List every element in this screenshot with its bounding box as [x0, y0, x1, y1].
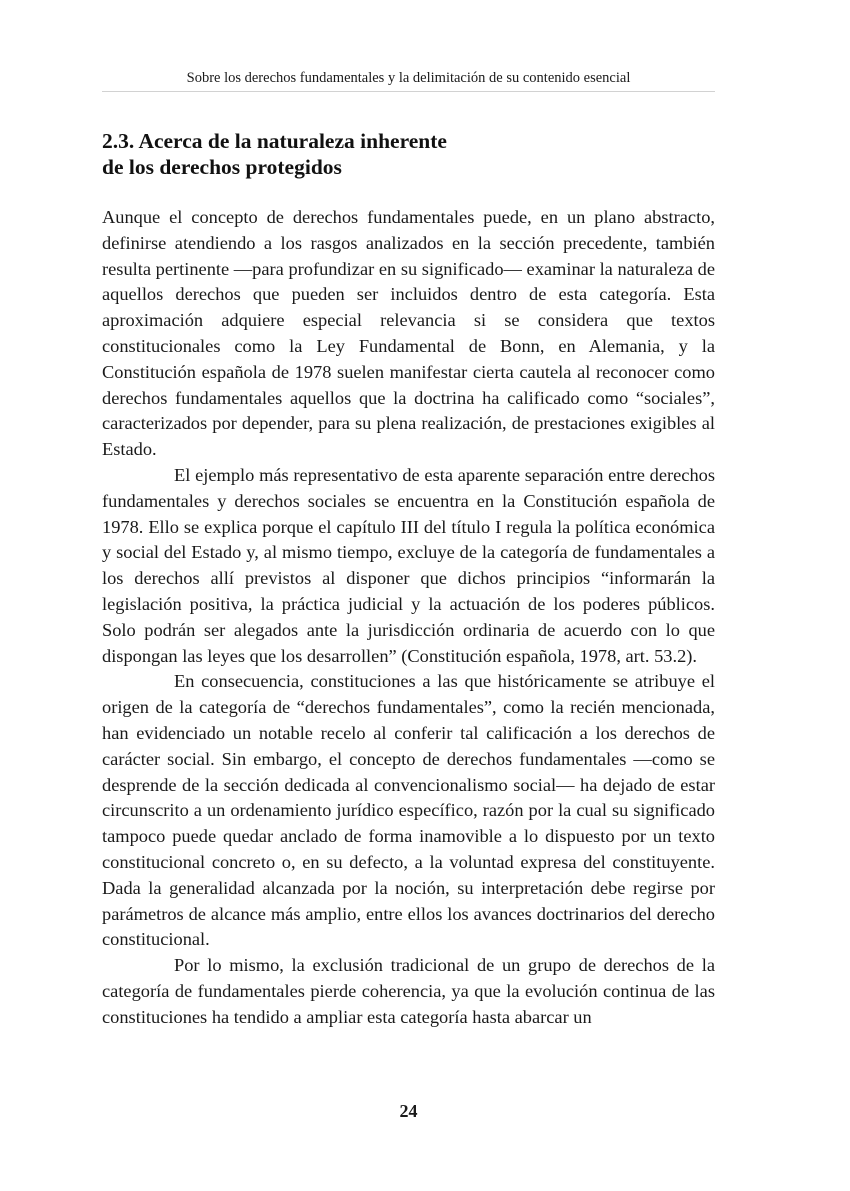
paragraph-3: En consecuencia, constituciones a las que históricamente se atribuye el origen de la categoría de “derechos fundamentales”, como la recién mencionada, han evidenciado un notable recelo al conferir tal calificación a los derechos de carácter social. Sin embargo, el concepto de derechos fundamentales —como se desprende de la sección dedicada al convencionalismo social— ha dejado de estar circunscrito a un ordenamiento jurídico específico, razón por la cual su significado tampoco puede quedar anclado de forma inamovible a lo dispuesto por un texto constitucional concreto o, en su defecto, a la voluntad expresa del constituyente. Dada la generalidad alcanzada por la noción, su interpretación debe regirse por parámetros de alcance más amplio, entre ellos los avances doctrinarios del derecho constitucional. [102, 671, 715, 950]
paragraph-4: Por lo mismo, la exclusión tradicional de un grupo de derechos de la categoría de fundamentales pierde coherencia, ya que la evolución continua de las constituciones ha tendido a ampliar esta categoría hasta abarcar un [102, 955, 715, 1027]
body-text [102, 205, 715, 1031]
header-divider [102, 91, 715, 92]
paragraph-2: El ejemplo más representativo de esta aparente separación entre derechos fundamentales y derechos sociales se encuentra en la Constitución española de 1978. Ello se explica porque el capítulo III del título I regula la política económica y social del Estado y, al mismo tiempo, excluye de la categoría de fundamentales a los derechos allí previstos al disponer que dichos principios “informarán la legislación positiva, la práctica judicial y la actuación de los poderes públicos. Solo podrán ser alegados ante la jurisdicción ordinaria de acuerdo con lo que dispongan las leyes que los desarrollen” (Constitución española, 1978, art. 53.2). [102, 464, 715, 666]
section-heading-line-1: 2.3. Acerca de la naturaleza inherente [102, 129, 447, 153]
running-header: Sobre los derechos fundamentales y la delimitación de su contenido esencial [186, 70, 631, 86]
paragraph-1: Aunque el concepto de derechos fundamentales puede, en un plano abstracto, definirse atendiendo a los rasgos analizados en la sección precedente, también resulta pertinente —para profundizar en su significado— examinar la naturaleza de aquellos derechos que pueden ser incluidos dentro de esta categoría. Esta aproximación adquiere especial relevancia si se considera que textos constitucionales como la Ley Fundamental de Bonn, en Alemania, y la Constitución española de 1978 suelen manifestar cierta cautela al reconocer como derechos fundamentales aquellos que la doctrina ha calificado como “sociales”, caracterizados por depender, para su plena realización, de prestaciones exigibles al Estado. [102, 207, 715, 460]
page-number: 24 [399, 1101, 418, 1121]
section-heading [102, 128, 715, 180]
section-heading-line-2: de los derechos protegidos [102, 155, 342, 179]
